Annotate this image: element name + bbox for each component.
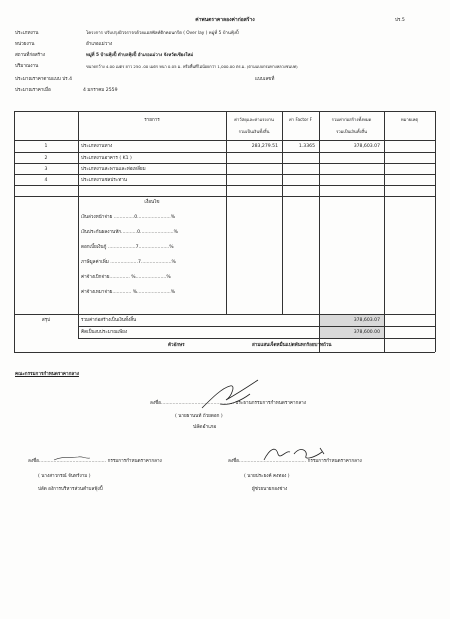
member1-name: ( นางสาวกรณ์ จันทร์งาม ) — [38, 474, 91, 479]
row-no: 4 — [44, 178, 48, 183]
sum-round-label: คิดเป็นงบประมาณเพียง — [81, 330, 128, 335]
info-value-location: หมู่ที่ 5 บ้านฟุ้งปี้ ตำบลฟุ้งปี้ อำเภอแม่วาง จังหวัดเชียงใหม่ — [86, 53, 194, 58]
chair-name: ( นายธานนท์ ถ้วยดอก ) — [175, 414, 223, 419]
sum-round-value: 378,600.00 — [353, 330, 380, 335]
letters-label: ตัวอักษร — [168, 343, 185, 348]
info-value-agency: อำเภอแม่วาง — [86, 42, 113, 47]
conditions-title: เงื่อนไข — [144, 200, 160, 205]
condition-advance: เงินล่วงหน้าจ่าย ..............0.......................% — [81, 215, 176, 220]
estimate-ref: ประมาณราคาตามแบบ ปร.4 — [15, 77, 73, 82]
chair-position: ปลัดอำเภอ — [193, 424, 217, 430]
member1-signature — [52, 452, 92, 466]
info-label-location: สถานที่ก่อสร้าง — [15, 53, 45, 58]
chair-signature — [200, 378, 280, 418]
row-item: ประเภทงานสะพานและท่อเหลี่ยม — [81, 167, 146, 172]
info-label-type: ประเภทงาน — [15, 31, 39, 36]
info-label-quantity: ปริมาณงาน — [15, 64, 39, 69]
letters-value: สามแสนเจ็ดหมื่นแปดพันหกร้อยบาทถ้วน — [252, 343, 332, 348]
col-total-header: รวมค่าก่อสร้างทั้งหมด — [331, 117, 372, 122]
member2-sign-line: ลงชื่อ.............................................. กรรมการกำหนดราคากลาง — [228, 459, 362, 464]
row-item: ประเภทงานทาง — [81, 144, 113, 149]
form-code: ปร.5 — [395, 18, 405, 23]
plan-number-label: แบบเลขที่ — [255, 77, 275, 82]
document-title: ค่าพนตราคาลองค่าก่อสร้าง — [195, 17, 255, 23]
committee-title: คณะกรรมการกำหนดราคากลาง — [15, 372, 80, 377]
chair-sign-line: ลงชื่อ.................................................. ประธานกรรมการกำหนดราคากลาง — [150, 401, 306, 406]
row-no: 2 — [44, 156, 48, 161]
condition-interest: ดอกเบี้ยเงินกู้ ...................7.....................% — [81, 245, 174, 250]
condition-lump-sum: ค่าจ้างเหมาจ่าย............. %.......................% — [81, 290, 176, 295]
row-item: ประเภทงานชลประทาน — [81, 178, 127, 183]
col-item-header: รายการ — [144, 118, 160, 123]
col-total-sub: รวมเป็นเงินทั้งสิ้น — [336, 129, 367, 134]
col-factor-header: ค่า Factor F — [288, 117, 313, 122]
member2-signature — [262, 440, 332, 470]
row-total: 378,603.07 — [353, 144, 380, 149]
estimate-date: 4 มกราคม 2559 — [83, 88, 118, 93]
col-cost-sub: รวมเป็นเงินทั้งสิ้น — [238, 129, 270, 134]
row-factor: 1.3365 — [298, 144, 315, 149]
row-no: 1 — [44, 144, 48, 149]
col-remark-header: หมายเหตุ — [400, 117, 419, 122]
condition-vat: ภาษีมูลค่าเพิ่ม ...................7.....................% — [81, 260, 176, 265]
condition-payment: ค่าจ้างเบิกจ่าย.............. %.....................% — [81, 275, 171, 280]
info-value-quantity: ขนาดกว้าง 4.00 เมตร ยาว 250 .00 เมตร หนา 0.05 ม. หรือพื้นที่ไม่น้อยกว่า 1,000.00 ตร.ม. (ตามแบบกรมทางหลวงชนบท) — [86, 64, 298, 69]
member2-position: ผู้ช่วยนายกองช่าง — [252, 487, 288, 492]
sum-total-label: รวมค่าก่อสร้างเป็นเงินทั้งสิ้น — [81, 318, 137, 323]
col-cost-header: ค่าวัสดุและค่าแรงงาน — [234, 117, 274, 122]
sum-total-value: 378,603.07 — [353, 318, 380, 323]
info-label-agency: หน่วยงาน — [15, 42, 35, 47]
member1-sign-line: ลงชื่อ.............................................. กรรมการกำหนดราคากลาง — [28, 459, 162, 464]
member2-name: ( นายประยงค์ คงทอง ) — [244, 474, 290, 479]
member1-position: ปลัด อง์การบริหารส่วนตำบลฟุ้งปี้ — [38, 487, 103, 492]
row-cost: 283,279.51 — [251, 144, 278, 149]
summary-label: สรุป — [41, 318, 51, 323]
estimate-date-label: ประมาณราคาเมื่อ — [15, 88, 51, 93]
row-no: 3 — [44, 167, 48, 172]
info-value-type: โครงการ ปรับปรุงผิวจราจรด้วยแอสฟัลท์ติกคอนกรีต ( Over lay ) หมู่ที่ 5 บ้านฟุ้งปี้ — [86, 31, 239, 36]
row-item: ประเภทงานอาคาร ( K1 ) — [81, 156, 132, 161]
condition-guarantee: เงินประกันผลงานหัก...........0.......................% — [81, 230, 178, 235]
